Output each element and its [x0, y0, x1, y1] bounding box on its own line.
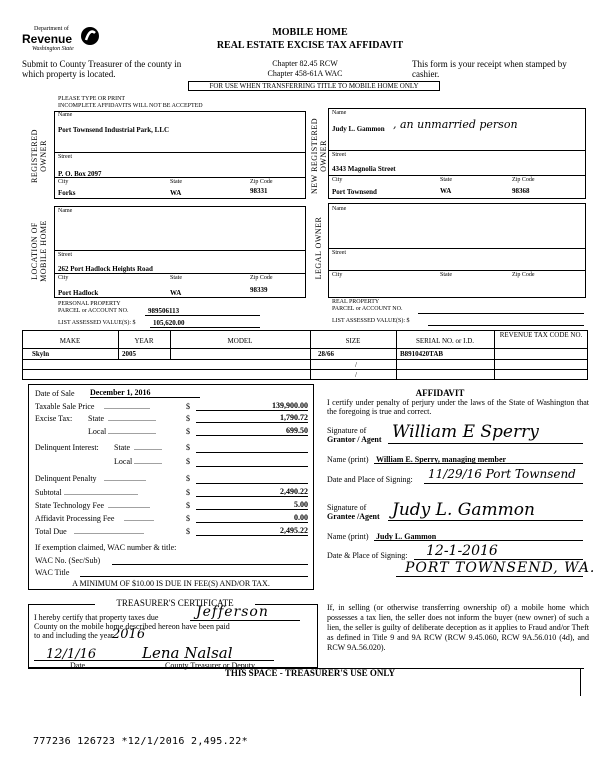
affidavit-title: AFFIDAVIT: [415, 388, 465, 398]
loc-zip[interactable]: 98339: [250, 286, 268, 294]
no-street[interactable]: 4343 Magnolia Street: [332, 165, 396, 173]
registered-owner-side-label: REGISTERED OWNER: [30, 129, 48, 183]
list-assessed-value[interactable]: 105,620.00: [153, 319, 185, 327]
loc-zip-label: Zip Code: [250, 275, 273, 281]
treasurer-sig-label: County Treasurer or Deputy: [165, 661, 255, 670]
row-year[interactable]: 2005: [122, 350, 136, 358]
list-assessed-right-label: LIST ASSESSED VALUE(S): $: [332, 318, 410, 324]
list-assessed-label: LIST ASSESSED VALUE(S): $: [58, 320, 136, 326]
personal-parcel-label: PARCEL or ACCOUNT NO.: [58, 308, 129, 314]
delinquent-interest-label: Delinquent Interest:: [35, 443, 99, 452]
chapter-2: Chapter 458-61A WAC: [267, 69, 343, 78]
processing-value[interactable]: 0.00: [196, 513, 308, 523]
excise-label: Excise Tax:: [35, 414, 73, 423]
lo-street-label: Street: [332, 250, 346, 256]
loc-state-label: State: [170, 275, 182, 281]
col-size: SIZE: [345, 337, 361, 345]
di-state-dots: ..............: [134, 443, 162, 452]
grantee-place[interactable]: PORT TOWNSEND, WA.: [405, 560, 596, 576]
treasurer-year[interactable]: 2016: [112, 627, 146, 642]
col-serial: SERIAL NO. or I.D.: [415, 337, 475, 345]
loc-street-label: Street: [58, 252, 72, 258]
grantee-print[interactable]: Judy L. Gammon: [376, 532, 437, 541]
loc-city-label: City: [58, 275, 69, 281]
taxable-dots: .......................: [104, 402, 150, 411]
treasurer-date-label: Date: [70, 661, 86, 670]
location-box: [54, 206, 306, 298]
wac-no-label: WAC No. (Sec/Sub): [35, 556, 101, 565]
excise-state-label: State: [88, 414, 104, 423]
total-label: Total Due: [35, 527, 67, 536]
legal-owner-box: [328, 203, 586, 298]
row-make[interactable]: Skyln: [32, 350, 50, 358]
grantor-date[interactable]: 11/29/16 Port Townsend: [428, 467, 576, 481]
lien-notice: If, in selling (or otherwise transferring ownership of) a mobile home which possesses a tax lien, the seller does not inform the buyer (new owner) of such a lien, the seller is guilty of deliberate deception as it applies to Fraud and/or Theft as defined in Title 9 and 9A RCW (RCW 9.45.060, RCW 9A.56.010 (4d), and RCW 9A.56.020).: [327, 603, 589, 652]
form-title-1: MOBILE HOME: [272, 27, 348, 38]
dollar-6: $: [186, 474, 190, 483]
loc-street[interactable]: 262 Port Hadlock Heights Road: [58, 265, 153, 273]
chapter-1: Chapter 82.45 RCW: [272, 59, 338, 68]
excise-state-dots: ........................: [108, 414, 156, 423]
ro-street[interactable]: P. O. Box 2097: [58, 170, 102, 178]
dollar-10: $: [186, 527, 190, 536]
delinquent-penalty-label: Delinquent Penalty: [35, 474, 97, 483]
grantor-signature[interactable]: William E Sperry: [392, 422, 539, 442]
subtotal-label: Subtotal: [35, 488, 62, 497]
form-title-2: REAL ESTATE EXCISE TAX AFFIDAVIT: [216, 40, 404, 51]
total-value[interactable]: 2,495.22: [196, 526, 308, 536]
exemption-label: If exemption claimed, WAC number & title:: [35, 543, 177, 552]
loc-name-label: Name: [58, 208, 73, 214]
dollar-1: $: [186, 402, 190, 411]
processing-label: Affidavit Processing Fee: [35, 514, 115, 523]
di-state-label: State: [114, 443, 130, 452]
please-type: PLEASE TYPE OR PRINT: [58, 96, 126, 102]
col-make: MAKE: [59, 337, 81, 345]
no-city-label: City: [332, 177, 343, 183]
grantee-sig-label-2: Grantee /Agent: [327, 512, 380, 521]
dollar-8: $: [186, 501, 190, 510]
di-local-label: Local: [114, 457, 133, 466]
lo-city-label: City: [332, 272, 343, 278]
dollar-5: $: [186, 457, 190, 466]
subtotal-value[interactable]: 2,490.22: [196, 487, 308, 497]
col-model: MODEL: [227, 337, 253, 345]
col-revenue-code: REVENUE TAX CODE NO.: [499, 331, 583, 339]
dollar-2: $: [186, 414, 190, 423]
no-state-label: State: [440, 177, 452, 183]
no-name-label: Name: [332, 110, 347, 116]
ro-state-label: State: [170, 179, 182, 185]
excise-state-value[interactable]: 1,790.72: [196, 413, 308, 423]
no-street-label: Street: [332, 152, 346, 158]
date-of-sale-label: Date of Sale: [35, 389, 75, 398]
tech-fee-value[interactable]: 5.00: [196, 500, 308, 510]
excise-local-dots: ........................: [108, 427, 156, 436]
real-parcel-label: PARCEL or ACCOUNT NO.: [332, 306, 403, 312]
penalty-dots: .....................: [104, 474, 146, 483]
no-name-handwritten: , an unmarried person: [393, 118, 518, 131]
treasurer-county[interactable]: Jefferson: [196, 604, 269, 620]
ro-name[interactable]: Port Townsend Industrial Park, LLC: [58, 126, 170, 134]
tech-fee-dots: .....................: [108, 501, 150, 510]
treasurer-text-2: County on the mobile home described hereon have been paid to and including the year: [34, 622, 230, 640]
grantor-sig-label-2: Grantor / Agent: [327, 435, 382, 444]
grantee-date[interactable]: 12-1-2016: [426, 543, 498, 559]
ro-zip-label: Zip Code: [250, 179, 273, 185]
lo-name-label: Name: [332, 206, 347, 212]
treasurer-title: TREASURER'S CERTIFICATE: [95, 598, 255, 608]
row-slash-1: /: [355, 361, 357, 369]
lo-state-label: State: [440, 272, 452, 278]
minimum-notice: A MINIMUM OF $10.00 IS DUE IN FEE(S) AND/OR TAX.: [72, 579, 270, 588]
treasurer-date[interactable]: 12/1/16: [46, 647, 97, 662]
processing-dots: ...............: [124, 514, 154, 523]
grantee-signature[interactable]: Judy L. Gammon: [392, 500, 535, 520]
submit-text: Submit to County Treasurer of the county in which property is located.: [22, 59, 182, 79]
grantee-sig-label-1: Signature of: [327, 503, 367, 512]
grantor-print-label: Name (print): [327, 455, 369, 464]
treasurer-text-1: I hereby certify that property taxes due: [34, 613, 159, 622]
no-name[interactable]: Judy L. Gammon: [332, 125, 385, 133]
excise-local-value[interactable]: 699.50: [196, 426, 308, 436]
ro-city[interactable]: Forks: [58, 189, 76, 197]
grantor-date-label: Date and Place of Signing:: [327, 475, 413, 484]
legal-owner-side-label: LEGAL OWNER: [314, 216, 323, 280]
dollar-9: $: [186, 514, 190, 523]
grantee-date-label: Date & Place of Signing:: [327, 551, 408, 560]
no-city[interactable]: Port Townsend: [332, 188, 377, 196]
no-zip-label: Zip Code: [512, 177, 535, 183]
dor-logo-icon: [80, 26, 100, 46]
cashier-stamp: 777236 126723 *12/1/2016 2,495.22*: [33, 736, 248, 747]
no-state[interactable]: WA: [440, 187, 452, 195]
ro-city-label: City: [58, 179, 69, 185]
receipt-text: This form is your receipt when stamped by cashier.: [412, 59, 567, 79]
dept-line3: Washington State: [32, 46, 74, 52]
dept-line2: Revenue: [22, 32, 73, 46]
lo-zip-label: Zip Code: [512, 272, 535, 278]
real-property-label: REAL PROPERTY: [332, 299, 380, 305]
row-serial[interactable]: B8910420TAB: [400, 350, 444, 358]
row-slash-2: /: [355, 371, 357, 379]
personal-parcel[interactable]: 989506113: [148, 307, 180, 315]
loc-city[interactable]: Port Hadlock: [58, 289, 99, 297]
di-local-dots: ..............: [134, 457, 162, 466]
wac-title-label: WAC Title: [35, 568, 70, 577]
excise-local-label: Local: [88, 427, 107, 436]
row-size[interactable]: 28/66: [318, 350, 334, 358]
affidavit-certify: I certify under penalty of perjury under the laws of the State of Washington that the foregoing is true and correct.: [327, 398, 589, 416]
taxable-label: Taxable Sale Price: [35, 402, 95, 411]
date-of-sale[interactable]: December 1, 2016: [90, 388, 200, 398]
total-dots: ...................................: [74, 527, 144, 536]
grantor-sig-label-1: Signature of: [327, 426, 367, 435]
dollar-7: $: [186, 488, 190, 497]
ro-zip[interactable]: 98331: [250, 187, 268, 195]
location-side-label: LOCATION OF MOBILE HOME: [30, 220, 48, 282]
personal-property-label: PERSONAL PROPERTY: [58, 301, 121, 307]
dollar-4: $: [186, 443, 190, 452]
taxable-value[interactable]: 139,900.00: [196, 401, 308, 411]
ro-state[interactable]: WA: [170, 189, 182, 197]
treasurer-signature[interactable]: Lena Nalsal: [142, 644, 233, 662]
dept-line1: Department of: [34, 26, 69, 32]
incomplete-notice: INCOMPLETE AFFIDAVITS WILL NOT BE ACCEPTED: [58, 103, 203, 109]
loc-state[interactable]: WA: [170, 289, 182, 297]
usage-banner: FOR USE WHEN TRANSFERRING TITLE TO MOBILE HOME ONLY: [188, 81, 440, 91]
dollar-3: $: [186, 427, 190, 436]
subtotal-dots: .....................................: [64, 488, 138, 497]
tech-fee-label: State Technology Fee: [35, 501, 105, 510]
grantor-print[interactable]: William E. Sperry, managing member: [376, 455, 507, 464]
grantee-print-label: Name (print): [327, 532, 369, 541]
no-zip[interactable]: 98368: [512, 187, 530, 195]
new-owner-side-label: NEW REGISTERED OWNER: [310, 118, 328, 194]
col-year: YEAR: [134, 337, 154, 345]
treasurer-use-title: THIS SPACE - TREASURER'S USE ONLY: [224, 668, 396, 678]
dor-logo: [22, 26, 102, 58]
ro-name-label: Name: [58, 112, 73, 118]
ro-street-label: Street: [58, 154, 72, 160]
